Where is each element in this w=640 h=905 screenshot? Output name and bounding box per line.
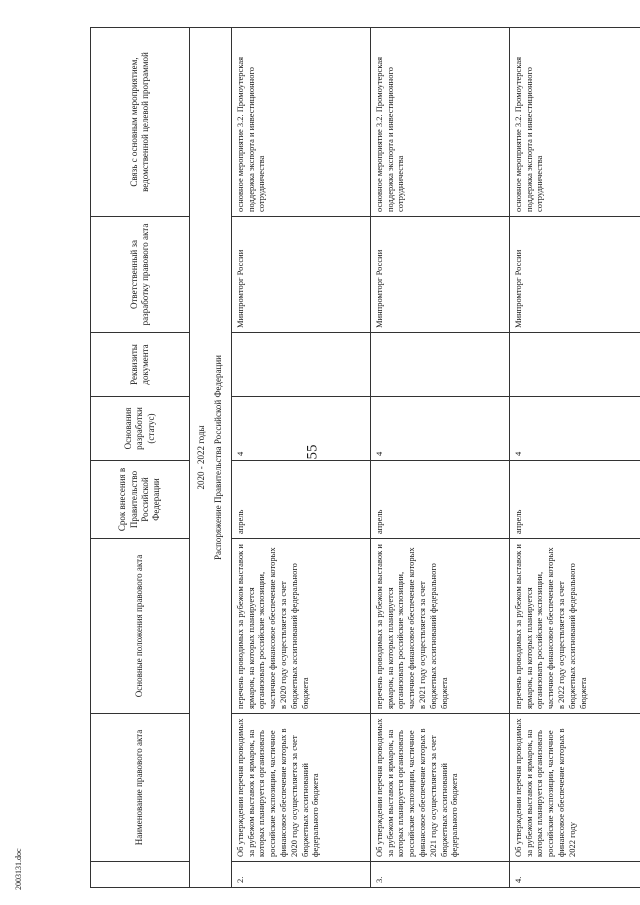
deadline: апрель — [370, 461, 509, 539]
program-link: основное мероприятие 3.2. Промоутерская поддержка экспорта и инвестиционного сотрудничества — [509, 28, 640, 217]
document-details — [231, 333, 370, 397]
header-link-to-program: Связь с основным мероприятием, ведомственной целевой программой — [91, 28, 190, 217]
row-number: 4. — [509, 862, 640, 888]
section-row — [190, 28, 211, 888]
table-row — [370, 28, 509, 888]
row-number: 3. — [370, 862, 509, 888]
rotated-table-container — [90, 28, 588, 888]
header-responsible: Ответственный за разработку правового акта — [91, 217, 190, 333]
page-number: 55 — [304, 444, 321, 460]
subsection-title: Распоряжение Правительства Российской Федерации — [210, 28, 231, 888]
basis: 4 — [231, 397, 370, 461]
header-main-provisions: Основные положения правового акта — [91, 539, 190, 714]
legal-acts-table — [90, 27, 640, 888]
header-basis: Основания разработки (статус) — [91, 397, 190, 461]
table-header-row — [91, 28, 190, 888]
row-number: 2. — [231, 862, 370, 888]
act-name: Об утверждении перечня проводимых за рубежом выставок и ярмарок, на которых планируется организовать российские экспозиции, частичное финансовое обеспечение которых в 2022 году — [509, 714, 640, 862]
basis: 4 — [509, 397, 640, 461]
document-details — [509, 333, 640, 397]
basis: 4 — [370, 397, 509, 461]
document-details — [370, 333, 509, 397]
header-number — [91, 862, 190, 888]
responsible: Минпромторг России — [370, 217, 509, 333]
program-link: основное мероприятие 3.2. Промоутерская поддержка экспорта и инвестиционного сотрудничества — [370, 28, 509, 217]
program-link: основное мероприятие 3.2. Промоутерская поддержка экспорта и инвестиционного сотрудничества — [231, 28, 370, 217]
main-provisions: перечень проводимых за рубежом выставок и ярмарок, на которых планируется организовать российские экспозиции, частичное финансовое обеспечение которых в 2022 году осуществляется за счет бюджетных ассигнований федерального бюджета — [509, 539, 640, 714]
subsection-row — [210, 28, 231, 888]
footer-document-code: 2003131.doc — [14, 848, 23, 890]
header-document-details: Реквизиты документа — [91, 333, 190, 397]
responsible: Минпромторг России — [509, 217, 640, 333]
main-provisions: перечень проводимых за рубежом выставок и ярмарок, на которых планируется организовать российские экспозиции, частичное финансовое обеспечение которых в 2021 году осуществляется за счет бюджетных ассигнований федерального бюджета — [370, 539, 509, 714]
table-row — [509, 28, 640, 888]
act-name: Об утверждении перечня проводимых за рубежом выставок и ярмарок, на которых планируется организовать российские экспозиции, частичное финансовое обеспечение которых в 2021 году осуществляется за счет бюджетных ассигнований федерального бюджета — [370, 714, 509, 862]
act-name: Об утверждении перечня проводимых за рубежом выставок и ярмарок, на которых планируется организовать российские экспозиции, частичное финансовое обеспечение которых в 2020 году осуществляется за счет бюджетных ассигнований федерального бюджета — [231, 714, 370, 862]
deadline: апрель — [509, 461, 640, 539]
main-provisions: перечень проводимых за рубежом выставок и ярмарок, на которых планируется организовать российские экспозиции, частичное финансовое обеспечение которых в 2020 году осуществляется за счет бюджетных ассигнований федерального бюджета — [231, 539, 370, 714]
responsible: Минпромторг России — [231, 217, 370, 333]
header-deadline: Срок внесения в Правительство Российской Федерации — [91, 461, 190, 539]
section-title: 2020 - 2022 годы — [190, 28, 211, 888]
table-row — [231, 28, 370, 888]
header-act-name: Наименование правового акта — [91, 714, 190, 862]
deadline: апрель — [231, 461, 370, 539]
